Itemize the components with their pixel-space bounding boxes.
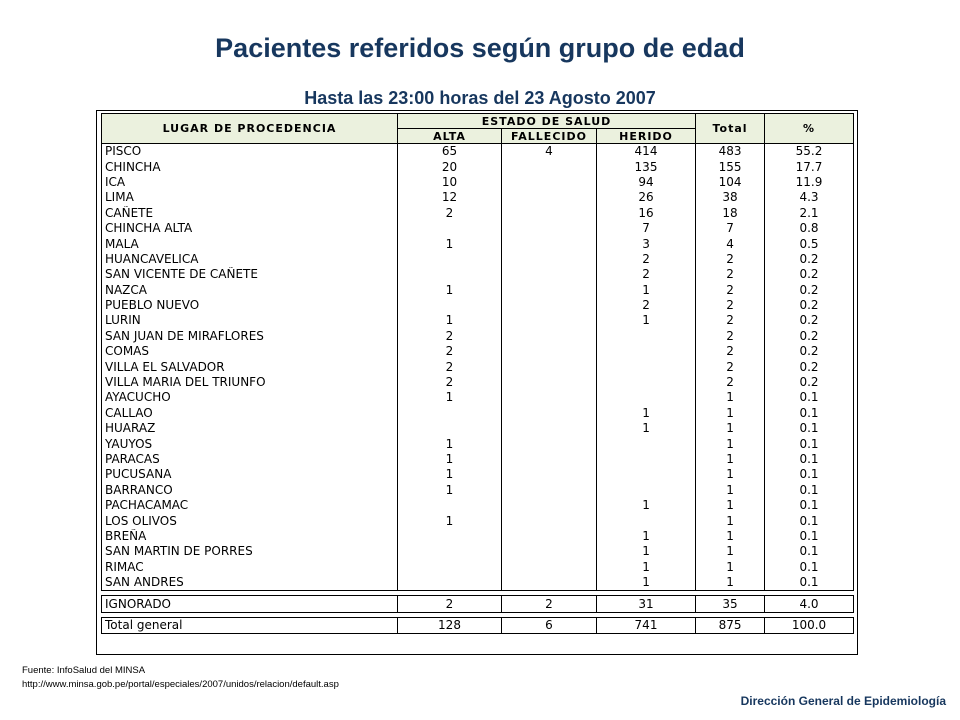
cell-lugar: CALLAO <box>102 406 398 421</box>
source-label: Fuente: InfoSalud del MINSA <box>22 665 146 676</box>
cell-fallecido <box>502 498 597 513</box>
cell-lugar: IGNORADO <box>102 596 398 612</box>
cell-lugar: AYACUCHO <box>102 390 398 405</box>
header-total: Total <box>696 114 765 144</box>
table-row <box>102 206 854 221</box>
cell-alta: 2 <box>398 344 502 359</box>
cell-alta: 1 <box>398 436 502 451</box>
cell-fallecido <box>502 390 597 405</box>
table-row <box>102 159 854 174</box>
cell-total: 1 <box>696 513 765 528</box>
cell-fallecido <box>502 344 597 359</box>
cell-total: 2 <box>696 344 765 359</box>
cell-total: 1 <box>696 467 765 482</box>
cell-lugar: LOS OLIVOS <box>102 513 398 528</box>
cell-total: 1 <box>696 436 765 451</box>
cell-alta: 1 <box>398 236 502 251</box>
cell-lugar: CHINCHA <box>102 159 398 174</box>
cell-pct: 0.1 <box>765 575 854 591</box>
ignorado-row <box>102 596 854 612</box>
cell-total: 2 <box>696 329 765 344</box>
table-row <box>102 252 854 267</box>
cell-pct: 4.3 <box>765 190 854 205</box>
cell-pct: 0.1 <box>765 483 854 498</box>
table-row <box>102 529 854 544</box>
cell-alta: 12 <box>398 190 502 205</box>
cell-herido: 1 <box>597 283 696 298</box>
cell-alta: 10 <box>398 175 502 190</box>
cell-total: 1 <box>696 421 765 436</box>
cell-lugar: HUARAZ <box>102 421 398 436</box>
cell-fallecido: 4 <box>502 144 597 160</box>
header-fallecido: FALLECIDO <box>502 129 597 144</box>
cell-alta <box>398 560 502 575</box>
cell-alta: 2 <box>398 596 502 612</box>
total-row <box>102 617 854 633</box>
cell-herido <box>597 375 696 390</box>
cell-total: 18 <box>696 206 765 221</box>
cell-pct: 0.2 <box>765 252 854 267</box>
cell-fallecido <box>502 359 597 374</box>
cell-herido: 135 <box>597 159 696 174</box>
credit-text: Dirección General de Epidemiología <box>740 694 946 708</box>
table-row <box>102 483 854 498</box>
header-herido: HERIDO <box>597 129 696 144</box>
cell-fallecido <box>502 252 597 267</box>
page-subtitle: Hasta las 23:00 horas del 23 Agosto 2007 <box>304 88 656 108</box>
cell-pct: 0.2 <box>765 375 854 390</box>
cell-alta: 2 <box>398 329 502 344</box>
table-row <box>102 190 854 205</box>
cell-herido: 1 <box>597 529 696 544</box>
table-row <box>102 406 854 421</box>
cell-pct: 0.2 <box>765 329 854 344</box>
cell-lugar: RIMAC <box>102 560 398 575</box>
cell-fallecido <box>502 406 597 421</box>
cell-pct: 55.2 <box>765 144 854 160</box>
cell-alta <box>398 529 502 544</box>
cell-fallecido <box>502 513 597 528</box>
cell-fallecido <box>502 575 597 591</box>
cell-pct: 0.2 <box>765 283 854 298</box>
source-note <box>22 664 339 692</box>
cell-total: 2 <box>696 283 765 298</box>
cell-alta: 1 <box>398 283 502 298</box>
cell-pct: 11.9 <box>765 175 854 190</box>
cell-alta <box>398 498 502 513</box>
table-row <box>102 283 854 298</box>
cell-lugar: BARRANCO <box>102 483 398 498</box>
cell-alta: 2 <box>398 375 502 390</box>
cell-total: 1 <box>696 560 765 575</box>
cell-total: 1 <box>696 498 765 513</box>
cell-fallecido <box>502 190 597 205</box>
cell-total: 155 <box>696 159 765 174</box>
cell-herido: 16 <box>597 206 696 221</box>
cell-alta <box>398 298 502 313</box>
cell-fallecido: 2 <box>502 596 597 612</box>
cell-fallecido <box>502 436 597 451</box>
cell-fallecido <box>502 483 597 498</box>
cell-total: 1 <box>696 529 765 544</box>
cell-total: 7 <box>696 221 765 236</box>
table-row <box>102 144 854 160</box>
cell-alta: 2 <box>398 206 502 221</box>
cell-herido: 31 <box>597 596 696 612</box>
cell-fallecido: 6 <box>502 617 597 633</box>
cell-pct: 0.1 <box>765 544 854 559</box>
cell-herido <box>597 344 696 359</box>
table-row <box>102 575 854 591</box>
cell-pct: 0.1 <box>765 560 854 575</box>
table-row <box>102 560 854 575</box>
cell-pct: 0.2 <box>765 267 854 282</box>
cell-herido <box>597 483 696 498</box>
table-row <box>102 390 854 405</box>
table-row <box>102 221 854 236</box>
cell-pct: 0.1 <box>765 436 854 451</box>
cell-lugar: COMAS <box>102 344 398 359</box>
cell-pct: 0.1 <box>765 406 854 421</box>
cell-fallecido <box>502 375 597 390</box>
cell-lugar: PACHACAMAC <box>102 498 398 513</box>
cell-total: 1 <box>696 544 765 559</box>
table-row <box>102 467 854 482</box>
cell-fallecido <box>502 206 597 221</box>
cell-herido: 1 <box>597 544 696 559</box>
cell-herido <box>597 359 696 374</box>
cell-lugar: BREÑA <box>102 529 398 544</box>
cell-fallecido <box>502 313 597 328</box>
table-row <box>102 313 854 328</box>
cell-fallecido <box>502 421 597 436</box>
cell-alta <box>398 575 502 591</box>
cell-lugar: SAN JUAN DE MIRAFLORES <box>102 329 398 344</box>
cell-pct: 100.0 <box>765 617 854 633</box>
cell-lugar: LURIN <box>102 313 398 328</box>
cell-alta <box>398 221 502 236</box>
cell-total: 2 <box>696 375 765 390</box>
cell-lugar: VILLA MARIA DEL TRIUNFO <box>102 375 398 390</box>
cell-fallecido <box>502 283 597 298</box>
cell-alta: 2 <box>398 359 502 374</box>
cell-fallecido <box>502 452 597 467</box>
table-row <box>102 421 854 436</box>
cell-herido: 1 <box>597 313 696 328</box>
cell-lugar: NAZCA <box>102 283 398 298</box>
cell-total: 1 <box>696 406 765 421</box>
cell-fallecido <box>502 467 597 482</box>
cell-lugar: VILLA EL SALVADOR <box>102 359 398 374</box>
cell-alta: 1 <box>398 313 502 328</box>
cell-lugar: Total general <box>102 617 398 633</box>
header-estado: ESTADO DE SALUD <box>398 114 696 129</box>
cell-pct: 2.1 <box>765 206 854 221</box>
cell-alta: 1 <box>398 467 502 482</box>
cell-total: 38 <box>696 190 765 205</box>
cell-lugar: LIMA <box>102 190 398 205</box>
cell-herido: 2 <box>597 252 696 267</box>
cell-alta: 1 <box>398 513 502 528</box>
cell-lugar: SAN MARTIN DE PORRES <box>102 544 398 559</box>
cell-alta <box>398 421 502 436</box>
cell-pct: 0.1 <box>765 498 854 513</box>
cell-fallecido <box>502 329 597 344</box>
cell-herido <box>597 452 696 467</box>
cell-pct: 17.7 <box>765 159 854 174</box>
cell-total: 104 <box>696 175 765 190</box>
cell-herido: 741 <box>597 617 696 633</box>
table-row <box>102 329 854 344</box>
cell-lugar: MALA <box>102 236 398 251</box>
cell-herido: 1 <box>597 498 696 513</box>
cell-alta: 65 <box>398 144 502 160</box>
cell-lugar: CHINCHA ALTA <box>102 221 398 236</box>
cell-alta: 1 <box>398 483 502 498</box>
cell-lugar: SAN VICENTE DE CAÑETE <box>102 267 398 282</box>
table-row <box>102 436 854 451</box>
page-title: Pacientes referidos según grupo de edad <box>215 33 745 63</box>
cell-alta <box>398 252 502 267</box>
table-row <box>102 375 854 390</box>
cell-lugar: ICA <box>102 175 398 190</box>
cell-lugar: SAN ANDRES <box>102 575 398 591</box>
cell-herido: 2 <box>597 267 696 282</box>
cell-alta: 128 <box>398 617 502 633</box>
cell-lugar: PUCUSANA <box>102 467 398 482</box>
cell-pct: 0.1 <box>765 529 854 544</box>
cell-fallecido <box>502 298 597 313</box>
cell-pct: 0.2 <box>765 313 854 328</box>
cell-herido: 1 <box>597 406 696 421</box>
cell-pct: 0.2 <box>765 359 854 374</box>
cell-lugar: CAÑETE <box>102 206 398 221</box>
table-body <box>102 144 854 591</box>
table-row <box>102 175 854 190</box>
cell-alta: 1 <box>398 390 502 405</box>
cell-herido: 414 <box>597 144 696 160</box>
table-row <box>102 298 854 313</box>
cell-herido <box>597 390 696 405</box>
cell-alta <box>398 406 502 421</box>
cell-total: 2 <box>696 298 765 313</box>
source-url: http://www.minsa.gob.pe/portal/especiales/2007/unidos/relacion/default.asp <box>22 679 339 690</box>
cell-total: 483 <box>696 144 765 160</box>
cell-alta <box>398 544 502 559</box>
cell-alta <box>398 267 502 282</box>
cell-pct: 0.2 <box>765 298 854 313</box>
cell-lugar: PUEBLO NUEVO <box>102 298 398 313</box>
cell-total: 2 <box>696 359 765 374</box>
cell-fallecido <box>502 175 597 190</box>
table-row <box>102 498 854 513</box>
cell-alta: 1 <box>398 452 502 467</box>
cell-herido <box>597 467 696 482</box>
table-row <box>102 359 854 374</box>
cell-total: 2 <box>696 252 765 267</box>
cell-pct: 0.8 <box>765 221 854 236</box>
cell-total: 1 <box>696 483 765 498</box>
cell-fallecido <box>502 560 597 575</box>
cell-fallecido <box>502 236 597 251</box>
cell-herido: 7 <box>597 221 696 236</box>
cell-herido: 1 <box>597 560 696 575</box>
cell-total: 2 <box>696 313 765 328</box>
cell-pct: 0.1 <box>765 513 854 528</box>
cell-pct: 0.5 <box>765 236 854 251</box>
cell-lugar: HUANCAVELICA <box>102 252 398 267</box>
patients-table <box>101 113 854 634</box>
cell-herido: 1 <box>597 421 696 436</box>
cell-fallecido <box>502 544 597 559</box>
table-row <box>102 236 854 251</box>
cell-fallecido <box>502 159 597 174</box>
cell-fallecido <box>502 267 597 282</box>
cell-herido: 1 <box>597 575 696 591</box>
cell-pct: 0.1 <box>765 390 854 405</box>
table-row <box>102 452 854 467</box>
cell-herido <box>597 513 696 528</box>
cell-pct: 0.1 <box>765 421 854 436</box>
table-row <box>102 344 854 359</box>
cell-herido: 2 <box>597 298 696 313</box>
table-row <box>102 544 854 559</box>
cell-fallecido <box>502 221 597 236</box>
cell-lugar: PISCO <box>102 144 398 160</box>
cell-lugar: PARACAS <box>102 452 398 467</box>
cell-pct: 0.2 <box>765 344 854 359</box>
cell-total: 1 <box>696 575 765 591</box>
header-lugar: LUGAR DE PROCEDENCIA <box>102 114 398 144</box>
header-alta: ALTA <box>398 129 502 144</box>
cell-lugar: YAUYOS <box>102 436 398 451</box>
cell-total: 875 <box>696 617 765 633</box>
cell-herido: 26 <box>597 190 696 205</box>
cell-herido <box>597 436 696 451</box>
cell-fallecido <box>502 529 597 544</box>
table-row <box>102 513 854 528</box>
cell-pct: 4.0 <box>765 596 854 612</box>
cell-herido <box>597 329 696 344</box>
cell-pct: 0.1 <box>765 467 854 482</box>
header-pct: % <box>765 114 854 144</box>
table-row <box>102 267 854 282</box>
cell-herido: 94 <box>597 175 696 190</box>
cell-total: 2 <box>696 267 765 282</box>
cell-alta: 20 <box>398 159 502 174</box>
cell-total: 4 <box>696 236 765 251</box>
cell-total: 35 <box>696 596 765 612</box>
cell-total: 1 <box>696 390 765 405</box>
cell-pct: 0.1 <box>765 452 854 467</box>
cell-herido: 3 <box>597 236 696 251</box>
cell-total: 1 <box>696 452 765 467</box>
